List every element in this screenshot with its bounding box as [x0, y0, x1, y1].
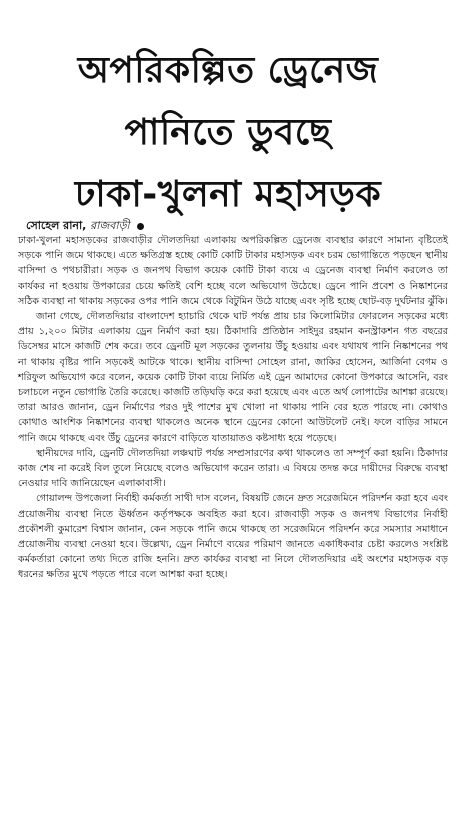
article-paragraph-4: গোয়ালন্দ উপজেলা নির্বাহী কর্মকর্তা সাথী দাস বলেন, বিষয়টি জেনে দ্রুত সরেজমিনে পরিদর্শন করা হবে এবং প্রয়োজনীয় ব্যবস্থা নিতে ঊর্ধ্বতন কর্তৃপক্ষকে অবহিত করা হবে। রাজবাড়ী সড়ক ও জনপথ বিভাগের নির্বাহী প্রকৌশলী কুমারেশ বিশ্বাস জানান, কেন সড়কে পানি জমে থাকছে তা সরেজমিনে পরিদর্শন করে সমস্যার সমাধানে প্রয়োজনীয় ব্যবস্থা নেওয়া হবে। উল্লেখ্য, ড্রেন নির্মাণে ব্যয়ের পরিমাণ জানতে একাধিকবার চেষ্টা করলেও সংশ্লিষ্ট কর্মকর্তারা কোনো তথ্য দিতে রাজি হননি। দ্রুত কার্যকর ব্যবস্থা না নিলে দৌলতদিয়ার এই অংশের মহাসড়ক বড় ধরনের ক্ষতির মুখে পড়তে পারে বলে আশঙ্কা করা হচ্ছে।: [18, 493, 448, 581]
article-paragraph-3: স্থানীয়দের দাবি, ড্রেনটি দৌলতদিয়া লঞ্চঘাট পর্যন্ত সম্প্রসারণের কথা থাকলেও তা সম্পূর্ণ করা হয়নি। ঠিকাদার কাজ শেষ না করেই বিল তুলে নিয়েছে বলেও অভিযোগ করেন তারা। এ বিষয়ে তদন্ত করে দায়ীদের বিরুদ্ধে ব্যবস্থা নেওয়ার দাবি জানিয়েছেন এলাকাবাসী।: [18, 447, 448, 490]
headline-line-3: ঢাকা-খুলনা মহাসড়ক: [74, 174, 382, 215]
headline-line-2: পানিতে ডুবছে: [124, 112, 332, 153]
byline-location: রাজবাড়ী: [90, 219, 130, 232]
article-body: [18, 233, 448, 583]
headline-line-1: অপরিকল্পিত ড্রেনেজ: [77, 50, 379, 91]
byline-author: সোহেল রানা,: [26, 219, 87, 232]
article-paragraph-2: জানা গেছে, দৌলতদিয়ার বাংলাদেশ হ্যাচারি থেকে ঘাট পর্যন্ত প্রায় চার কিলোমিটার ফোরলেন সড়কের মধ্যে প্রায় ১,২০০ মিটার এলাকায় ড্রেন নির্মাণ করা হয়। ঠিকাদারি প্রতিষ্ঠান সাইদুর রহমান কনস্ট্রাকশন গত বছরের ডিসেম্বর মাসে কাজটি শেষ করে। তবে ড্রেনটি মূল সড়কের তুলনায় উঁচু হওয়ায় এবং যথাযথ পানি নিষ্কাশনের পথ না থাকায় বৃষ্টির পানি সড়কেই আটকে থাকে। স্থানীয় বাসিন্দা সোহেল রানা, জাকির হোসেন, আর্জিনা বেগম ও শরিফুল অভিযোগ করে বলেন, কয়েক কোটি টাকা ব্যয়ে নির্মিত এই ড্রেন আমাদের কোনো উপকারে আসেনি, বরং চলাচলে নতুন ভোগান্তি তৈরি করেছে। কাজটি তড়িঘড়ি করে করা হয়েছে এবং এতে অর্থ লোপাটের আশঙ্কা রয়েছে। তারা আরও জানান, ড্রেন নির্মাণের পরও দুই পাশের মুখ খোলা না থাকায় পানি বের হতে পারছে না। কোথাও কোথাও আংশিক নিষ্কাশনের ব্যবস্থা থাকলেও অনেক স্থানে ড্রেনের কোনো আউটলেট নেই। ফলে বাড়ির সামনে পানি জমে থাকছে এবং উঁচু ড্রেনের কারণে বাড়িতে যাতায়াতও কষ্টসাধ্য হয়ে পড়েছে।: [18, 311, 448, 444]
article-paragraph-1: ঢাকা-খুলনা মহাসড়কের রাজবাড়ীর দৌলতদিয়া এলাকায় অপরিকল্পিত ড্রেনেজ ব্যবস্থার কারণে সামান্য বৃষ্টিতেই সড়কে পানি জমে থাকছে। এতে ক্ষতিগ্রস্ত হচ্ছে কোটি কোটি টাকার মহাসড়ক এবং চরম ভোগান্তিতে পড়ছেন স্থানীয় বাসিন্দা ও পথচারীরা। সড়ক ও জনপথ বিভাগ কয়েক কোটি টাকা ব্যয়ে এ ড্রেনেজ ব্যবস্থা নির্মাণ করলেও তা কার্যকর না হওয়ায় উপকারের চেয়ে ক্ষতিই বেশি হচ্ছে বলে অভিযোগ উঠেছে। ড্রেনে পানি প্রবেশ ও নিষ্কাশনের সঠিক ব্যবস্থা না থাকায় সড়কের ওপর পানি জমে থেকে বিটুমিন উঠে যাচ্ছে এবং সৃষ্টি হচ্ছে ছোট-বড় দুর্ঘটনার ঝুঁকি।: [18, 235, 448, 307]
bullet-icon: [137, 223, 144, 230]
headline: [0, 40, 456, 226]
